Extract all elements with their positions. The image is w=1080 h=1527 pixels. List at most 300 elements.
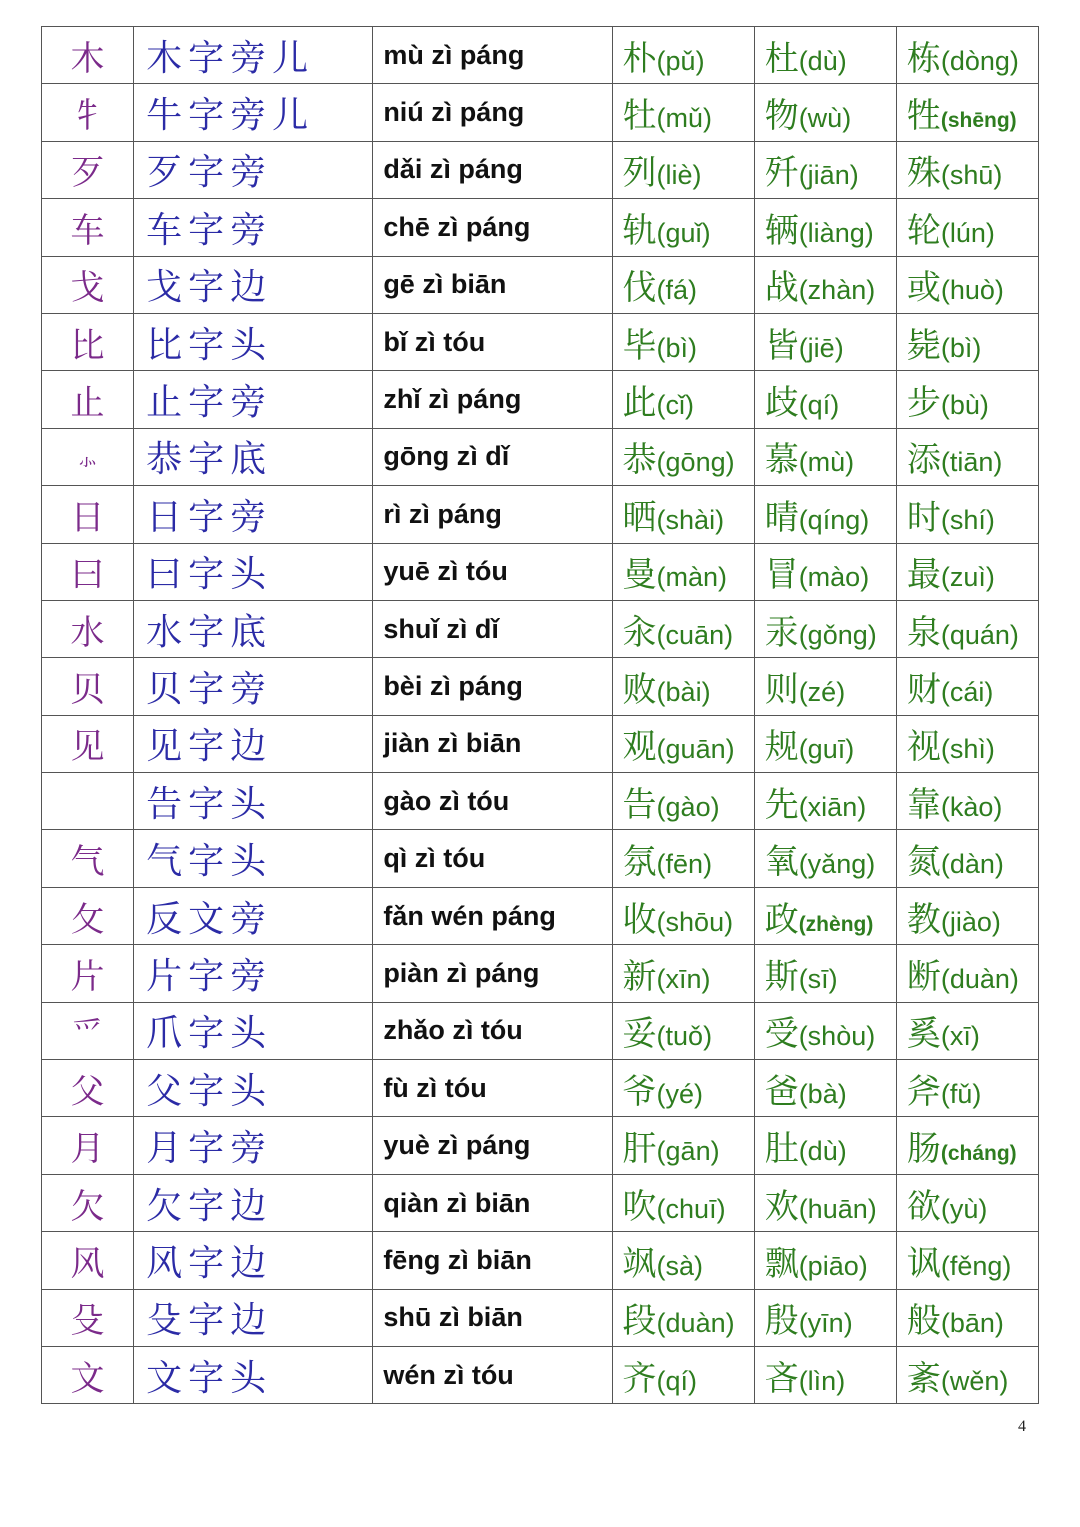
example-pinyin: (jiē) xyxy=(798,332,844,363)
example-pinyin: (cuān) xyxy=(656,619,734,650)
example-character: 氮 xyxy=(906,842,941,883)
radical-pinyin-cell: chē zì páng xyxy=(373,199,612,256)
example-pinyin: (zhàn) xyxy=(798,275,876,306)
example-character: 飒 xyxy=(622,1243,657,1284)
example-cell xyxy=(754,1060,896,1117)
example-cell xyxy=(612,1060,754,1117)
example-character: 毕 xyxy=(622,325,657,366)
example-pinyin: (dù) xyxy=(798,1136,847,1167)
radical-name-cell: 车字旁 xyxy=(134,199,373,256)
example-character: 战 xyxy=(764,268,799,309)
radical-pinyin-cell: qiàn zì biān xyxy=(373,1174,612,1231)
example-character: 慕 xyxy=(764,440,799,481)
example-character: 杜 xyxy=(764,38,799,79)
example-cell xyxy=(896,84,1038,141)
example-cell xyxy=(896,1232,1038,1289)
example-cell xyxy=(896,1346,1038,1403)
example-character: 栋 xyxy=(906,38,941,79)
radical-name-cell: 戈字边 xyxy=(134,256,373,313)
example-pinyin: (sī) xyxy=(798,963,838,994)
example-character: 氛 xyxy=(622,842,657,883)
example-pinyin: (yīn) xyxy=(798,1308,853,1339)
radical-name-cell: 月字旁 xyxy=(134,1117,373,1174)
example-pinyin: (jiào) xyxy=(940,906,1001,937)
table-row xyxy=(42,1060,1039,1117)
example-character: 告 xyxy=(622,784,657,825)
radical-pinyin-cell: piàn zì páng xyxy=(373,945,612,1002)
example-cell xyxy=(754,486,896,543)
example-character: 曼 xyxy=(622,555,657,596)
example-pinyin: (fǔ) xyxy=(940,1078,982,1109)
example-character: 氧 xyxy=(764,842,799,883)
table-row xyxy=(42,1117,1039,1174)
example-cell xyxy=(896,486,1038,543)
example-pinyin: (shōu) xyxy=(656,906,734,937)
example-pinyin: (shòu) xyxy=(798,1021,876,1052)
table-row xyxy=(42,600,1039,657)
example-character: 轨 xyxy=(622,210,657,251)
example-pinyin: (gào) xyxy=(656,791,720,822)
radical-cell: 木 xyxy=(42,27,134,84)
example-pinyin: (gǒng) xyxy=(798,619,877,650)
radical-name-cell: 片字旁 xyxy=(134,945,373,1002)
table-row xyxy=(42,830,1039,887)
radical-cell: 气 xyxy=(42,830,134,887)
radical-cell: 水 xyxy=(42,600,134,657)
example-cell xyxy=(612,1232,754,1289)
example-pinyin: (bān) xyxy=(940,1308,1004,1339)
example-cell xyxy=(754,256,896,313)
example-character: 紊 xyxy=(906,1358,941,1399)
example-character: 财 xyxy=(906,669,941,710)
example-cell xyxy=(896,658,1038,715)
example-cell xyxy=(612,600,754,657)
radical-cell: 殳 xyxy=(42,1289,134,1346)
radical-name-cell: 曰字头 xyxy=(134,543,373,600)
example-cell xyxy=(754,1346,896,1403)
example-cell xyxy=(612,199,754,256)
example-pinyin: (tuǒ) xyxy=(656,1021,713,1052)
example-pinyin: (zuì) xyxy=(940,562,995,593)
radical-cell: 片 xyxy=(42,945,134,1002)
radical-cell: 比 xyxy=(42,313,134,370)
example-character: 伐 xyxy=(622,268,657,309)
example-pinyin: (piāo) xyxy=(798,1250,868,1281)
radical-pinyin-cell: zhǎo zì tóu xyxy=(373,1002,612,1059)
example-character: 奚 xyxy=(906,1014,941,1055)
example-character: 晴 xyxy=(764,497,799,538)
example-cell xyxy=(754,658,896,715)
example-pinyin: (xī) xyxy=(940,1021,980,1052)
example-character: 则 xyxy=(764,669,799,710)
example-cell xyxy=(612,830,754,887)
radical-name-cell: 日字旁 xyxy=(134,486,373,543)
radical-pinyin-cell: qì zì tóu xyxy=(373,830,612,887)
table-row xyxy=(42,773,1039,830)
example-cell xyxy=(754,543,896,600)
radical-pinyin-cell: gào zì tóu xyxy=(373,773,612,830)
example-character: 斯 xyxy=(764,956,799,997)
radical-cell: 见 xyxy=(42,715,134,772)
table-row xyxy=(42,1346,1039,1403)
example-pinyin: (cǐ) xyxy=(656,390,695,421)
example-cell xyxy=(896,27,1038,84)
example-character: 爸 xyxy=(764,1071,799,1112)
radical-pinyin-cell: niú zì páng xyxy=(373,84,612,141)
example-cell xyxy=(612,27,754,84)
table-row xyxy=(42,945,1039,1002)
example-character: 靠 xyxy=(906,784,941,825)
radical-pinyin-cell: shuǐ zì dǐ xyxy=(373,600,612,657)
radical-name-cell: 风字边 xyxy=(134,1232,373,1289)
radical-name-cell: 告字头 xyxy=(134,773,373,830)
example-cell xyxy=(896,1060,1038,1117)
example-cell xyxy=(754,830,896,887)
example-pinyin: (fá) xyxy=(656,275,698,306)
example-pinyin: (bài) xyxy=(656,676,711,707)
example-cell xyxy=(754,428,896,485)
example-pinyin: (liè) xyxy=(656,160,702,191)
table-row xyxy=(42,1174,1039,1231)
example-pinyin: (fěng) xyxy=(940,1250,1012,1281)
example-pinyin: (guān) xyxy=(656,734,735,765)
table-row xyxy=(42,141,1039,198)
example-cell xyxy=(612,1117,754,1174)
example-cell xyxy=(612,486,754,543)
radical-name-cell: 止字旁 xyxy=(134,371,373,428)
example-cell xyxy=(612,428,754,485)
example-pinyin: (guī) xyxy=(798,734,855,765)
example-character: 歼 xyxy=(764,153,799,194)
example-pinyin: (huān) xyxy=(798,1193,877,1224)
example-character: 此 xyxy=(622,383,657,424)
radical-cell: 车 xyxy=(42,199,134,256)
radical-pinyin-cell: gōng zì dǐ xyxy=(373,428,612,485)
example-cell xyxy=(896,1117,1038,1174)
example-cell xyxy=(896,773,1038,830)
example-character: 殷 xyxy=(764,1301,799,1342)
radical-pinyin-cell: fù zì tóu xyxy=(373,1060,612,1117)
example-character: 肠 xyxy=(906,1129,941,1170)
radical-cell: 曰 xyxy=(42,543,134,600)
radical-cell xyxy=(42,773,134,830)
table-row xyxy=(42,1232,1039,1289)
example-pinyin: (yé) xyxy=(656,1078,704,1109)
example-pinyin: (jiān) xyxy=(798,160,859,191)
example-cell xyxy=(754,141,896,198)
example-cell xyxy=(612,313,754,370)
example-cell xyxy=(754,371,896,428)
example-pinyin: (quán) xyxy=(940,619,1019,650)
example-character: 断 xyxy=(906,956,941,997)
example-character: 斧 xyxy=(906,1071,941,1112)
example-pinyin: (qíng) xyxy=(798,504,870,535)
example-pinyin: (zhèng) xyxy=(798,912,874,936)
example-pinyin: (duàn) xyxy=(656,1308,735,1339)
example-character: 收 xyxy=(622,899,657,940)
example-character: 牲 xyxy=(906,96,941,137)
radical-cell: 戈 xyxy=(42,256,134,313)
example-pinyin: (wù) xyxy=(798,103,852,134)
example-cell xyxy=(612,658,754,715)
radical-pinyin-cell: rì zì páng xyxy=(373,486,612,543)
example-pinyin: (bì) xyxy=(656,332,698,363)
example-pinyin: (gōng) xyxy=(656,447,735,478)
example-pinyin: (tiān) xyxy=(940,447,1003,478)
example-pinyin: (xīn) xyxy=(656,963,711,994)
example-character: 汞 xyxy=(764,612,799,653)
radical-name-cell: 爪字头 xyxy=(134,1002,373,1059)
radical-cell: 父 xyxy=(42,1060,134,1117)
example-cell xyxy=(896,945,1038,1002)
example-cell xyxy=(896,543,1038,600)
radical-cell: 文 xyxy=(42,1346,134,1403)
example-character: 政 xyxy=(764,899,799,940)
radical-name-cell: 恭字底 xyxy=(134,428,373,485)
example-cell xyxy=(754,1232,896,1289)
radical-pinyin-cell: yuē zì tóu xyxy=(373,543,612,600)
radical-cell: 止 xyxy=(42,371,134,428)
radical-cell: ⺗ xyxy=(42,428,134,485)
example-character: 毙 xyxy=(906,325,941,366)
example-cell xyxy=(612,1346,754,1403)
example-pinyin: (duàn) xyxy=(940,963,1019,994)
example-cell xyxy=(896,256,1038,313)
example-character: 牡 xyxy=(622,96,657,137)
table-row xyxy=(42,1002,1039,1059)
example-pinyin: (bà) xyxy=(798,1078,847,1109)
radical-pinyin-cell: mù zì páng xyxy=(373,27,612,84)
example-cell xyxy=(754,84,896,141)
example-character: 列 xyxy=(622,153,657,194)
example-cell xyxy=(896,1289,1038,1346)
radical-pinyin-cell: wén zì tóu xyxy=(373,1346,612,1403)
example-character: 泉 xyxy=(906,612,941,653)
example-pinyin: (yǎng) xyxy=(798,849,876,880)
example-pinyin: (fēn) xyxy=(656,849,713,880)
example-character: 爷 xyxy=(622,1071,657,1112)
example-pinyin: (lìn) xyxy=(798,1365,846,1396)
table-row xyxy=(42,371,1039,428)
example-character: 败 xyxy=(622,669,657,710)
example-cell xyxy=(612,715,754,772)
example-character: 轮 xyxy=(906,210,941,251)
example-character: 时 xyxy=(906,497,941,538)
example-pinyin: (lún) xyxy=(940,217,995,248)
example-character: 吝 xyxy=(764,1358,799,1399)
radical-table-body xyxy=(42,27,1039,1404)
radical-name-cell: 殳字边 xyxy=(134,1289,373,1346)
example-character: 晒 xyxy=(622,497,657,538)
example-character: 汆 xyxy=(622,612,657,653)
example-cell xyxy=(896,830,1038,887)
example-cell xyxy=(612,1002,754,1059)
radical-cell: 爫 xyxy=(42,1002,134,1059)
example-cell xyxy=(754,715,896,772)
radical-name-cell: 反文旁 xyxy=(134,887,373,944)
example-pinyin: (cái) xyxy=(940,676,994,707)
radical-name-cell: 牛字旁儿 xyxy=(134,84,373,141)
example-pinyin: (guǐ) xyxy=(656,217,711,248)
radical-pinyin-cell: shū zì biān xyxy=(373,1289,612,1346)
radical-cell: 欠 xyxy=(42,1174,134,1231)
example-character: 冒 xyxy=(764,555,799,596)
example-pinyin: (shēng) xyxy=(940,109,1017,133)
example-character: 吹 xyxy=(622,1186,657,1227)
radical-cell: 攵 xyxy=(42,887,134,944)
example-pinyin: (bì) xyxy=(940,332,982,363)
example-cell xyxy=(754,313,896,370)
example-cell xyxy=(896,428,1038,485)
table-row xyxy=(42,887,1039,944)
table-row xyxy=(42,84,1039,141)
example-pinyin: (qí) xyxy=(798,390,840,421)
example-character: 欲 xyxy=(906,1186,941,1227)
example-character: 皆 xyxy=(764,325,799,366)
example-cell xyxy=(754,1117,896,1174)
example-character: 讽 xyxy=(906,1243,941,1284)
example-pinyin: (pǔ) xyxy=(656,45,705,76)
example-cell xyxy=(612,1289,754,1346)
example-cell xyxy=(612,84,754,141)
example-cell xyxy=(896,199,1038,256)
example-cell xyxy=(612,1174,754,1231)
example-character: 规 xyxy=(764,727,799,768)
example-pinyin: (mù) xyxy=(798,447,855,478)
example-pinyin: (liàng) xyxy=(798,217,874,248)
radical-table xyxy=(41,26,1039,1404)
example-character: 恭 xyxy=(622,440,657,481)
table-row xyxy=(42,715,1039,772)
example-cell xyxy=(754,887,896,944)
example-cell xyxy=(612,773,754,830)
example-cell xyxy=(754,773,896,830)
example-character: 步 xyxy=(906,383,941,424)
example-cell xyxy=(754,1002,896,1059)
radical-name-cell: 木字旁儿 xyxy=(134,27,373,84)
example-cell xyxy=(896,141,1038,198)
example-pinyin: (cháng) xyxy=(940,1142,1017,1166)
example-cell xyxy=(612,543,754,600)
example-character: 歧 xyxy=(764,383,799,424)
radical-cell: 风 xyxy=(42,1232,134,1289)
radical-cell: 歹 xyxy=(42,141,134,198)
example-pinyin: (shì) xyxy=(940,734,995,765)
table-row xyxy=(42,428,1039,485)
example-pinyin: (shū) xyxy=(940,160,1003,191)
example-pinyin: (zé) xyxy=(798,676,846,707)
example-pinyin: (dù) xyxy=(798,45,847,76)
example-character: 观 xyxy=(622,727,657,768)
radical-name-cell: 文字头 xyxy=(134,1346,373,1403)
radical-cell: 牜 xyxy=(42,84,134,141)
table-row xyxy=(42,27,1039,84)
example-pinyin: (yù) xyxy=(940,1193,988,1224)
radical-name-cell: 水字底 xyxy=(134,600,373,657)
radical-name-cell: 贝字旁 xyxy=(134,658,373,715)
table-row xyxy=(42,1289,1039,1346)
example-character: 肝 xyxy=(622,1129,657,1170)
example-character: 肚 xyxy=(764,1129,799,1170)
radical-pinyin-cell: fǎn wén páng xyxy=(373,887,612,944)
example-character: 般 xyxy=(906,1301,941,1342)
example-cell xyxy=(896,1002,1038,1059)
radical-pinyin-cell: jiàn zì biān xyxy=(373,715,612,772)
example-cell xyxy=(612,945,754,1002)
example-pinyin: (wěn) xyxy=(940,1365,1009,1396)
example-character: 先 xyxy=(764,784,799,825)
example-pinyin: (kào) xyxy=(940,791,1003,822)
example-cell xyxy=(754,1289,896,1346)
radical-pinyin-cell: bèi zì páng xyxy=(373,658,612,715)
radical-pinyin-cell: gē zì biān xyxy=(373,256,612,313)
example-pinyin: (mǔ) xyxy=(656,103,713,134)
radical-name-cell: 比字头 xyxy=(134,313,373,370)
example-pinyin: (màn) xyxy=(656,562,728,593)
radical-pinyin-cell: bǐ zì tóu xyxy=(373,313,612,370)
example-pinyin: (shài) xyxy=(656,504,725,535)
example-character: 殊 xyxy=(906,153,941,194)
example-cell xyxy=(896,600,1038,657)
radical-name-cell: 父字头 xyxy=(134,1060,373,1117)
example-character: 物 xyxy=(764,96,799,137)
table-row xyxy=(42,199,1039,256)
example-pinyin: (qí) xyxy=(656,1365,698,1396)
example-pinyin: (chuī) xyxy=(656,1193,726,1224)
example-pinyin: (gān) xyxy=(656,1136,720,1167)
table-row xyxy=(42,256,1039,313)
radical-cell: 月 xyxy=(42,1117,134,1174)
example-character: 视 xyxy=(906,727,941,768)
example-character: 朴 xyxy=(622,38,657,79)
radical-cell: 日 xyxy=(42,486,134,543)
radical-name-cell: 气字头 xyxy=(134,830,373,887)
example-character: 添 xyxy=(906,440,941,481)
table-row xyxy=(42,543,1039,600)
example-cell xyxy=(612,371,754,428)
radical-pinyin-cell: dǎi zì páng xyxy=(373,141,612,198)
radical-cell: 贝 xyxy=(42,658,134,715)
example-cell xyxy=(754,199,896,256)
radical-name-cell: 欠字边 xyxy=(134,1174,373,1231)
table-row xyxy=(42,486,1039,543)
example-character: 飘 xyxy=(764,1243,799,1284)
radical-pinyin-cell: fēng zì biān xyxy=(373,1232,612,1289)
example-cell xyxy=(754,945,896,1002)
example-pinyin: (mào) xyxy=(798,562,870,593)
example-pinyin: (shí) xyxy=(940,504,995,535)
example-cell xyxy=(896,715,1038,772)
example-character: 段 xyxy=(622,1301,657,1342)
example-character: 欢 xyxy=(764,1186,799,1227)
example-character: 妥 xyxy=(622,1014,657,1055)
example-pinyin: (dàn) xyxy=(940,849,1004,880)
example-cell xyxy=(896,371,1038,428)
example-character: 受 xyxy=(764,1014,799,1055)
example-character: 辆 xyxy=(764,210,799,251)
example-character: 教 xyxy=(906,899,941,940)
example-cell xyxy=(612,887,754,944)
example-cell xyxy=(896,887,1038,944)
example-character: 或 xyxy=(906,268,941,309)
page-number: 4 xyxy=(1018,1418,1026,1435)
example-cell xyxy=(896,313,1038,370)
example-character: 最 xyxy=(906,555,941,596)
example-pinyin: (xiān) xyxy=(798,791,867,822)
example-cell xyxy=(754,1174,896,1231)
example-cell xyxy=(896,1174,1038,1231)
example-character: 新 xyxy=(622,956,657,997)
